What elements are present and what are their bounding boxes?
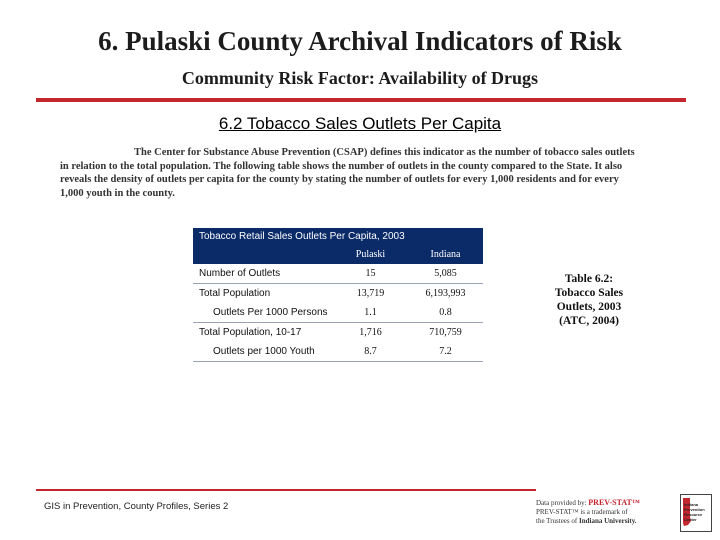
header-blank bbox=[193, 245, 333, 264]
table-row bbox=[193, 342, 483, 362]
trademark-prefix: the Trustees of bbox=[536, 517, 578, 525]
cell-indiana: 5,085 bbox=[434, 268, 457, 279]
intro-paragraph: The Center for Substance Abuse Prevention (CSAP) defines this indicator as the number of tobacco sales outlets in relation to the total population. The following table shows the number of outlets in the county compared to the State. It also reveals the density of outlets per capita for the county by stating the number of outlets for every 1,000 residents and for every 1,000 youth in the county. bbox=[60, 147, 635, 199]
logo-text-line: Prevention bbox=[684, 507, 705, 512]
cell-indiana: 0.8 bbox=[439, 307, 452, 318]
cell-indiana: 7.2 bbox=[408, 342, 483, 362]
cell-pulaski: 1.1 bbox=[364, 307, 377, 318]
credit-prefix: Data provided by: bbox=[536, 499, 587, 507]
trademark-line: PREV-STAT™ is a trademark of bbox=[536, 508, 628, 516]
column-header-indiana: Indiana bbox=[408, 245, 483, 264]
bottom-divider bbox=[36, 489, 536, 491]
cell-pulaski: 8.7 bbox=[333, 342, 408, 362]
logo-text bbox=[684, 502, 710, 522]
cell-pulaski: 15 bbox=[365, 268, 376, 279]
table-caption-row bbox=[193, 228, 483, 245]
section-heading bbox=[0, 114, 720, 134]
page-subtitle: Community Risk Factor: Availability of Drugs bbox=[181, 68, 539, 88]
outlets-table bbox=[193, 228, 483, 362]
page-title: 6. Pulaski County Archival Indicators of Risk bbox=[98, 26, 622, 56]
table-row bbox=[193, 264, 483, 284]
logo-text-line: Center bbox=[684, 517, 697, 522]
footer-series-label: GIS in Prevention, County Profiles, Series 2 bbox=[44, 501, 229, 512]
table-row bbox=[193, 303, 483, 323]
table-caption: Tobacco Retail Sales Outlets Per Capita, 2003 bbox=[193, 228, 483, 245]
column-header-pulaski: Pulaski bbox=[333, 245, 408, 264]
side-caption-line: Tobacco Sales bbox=[554, 287, 624, 299]
table-row bbox=[193, 323, 483, 343]
credit-line bbox=[536, 498, 696, 508]
side-caption-line: (ATC, 2004) bbox=[559, 315, 619, 327]
top-divider bbox=[36, 98, 686, 102]
side-caption-line: Table 6.2: bbox=[564, 273, 614, 285]
trademark-line bbox=[536, 517, 696, 526]
prevstat-brand: PREV-STAT™ bbox=[588, 498, 640, 507]
section-heading-text: 6.2 Tobacco Sales Outlets Per Capita bbox=[218, 114, 502, 133]
cell-pulaski: 13,719 bbox=[333, 284, 408, 304]
logo-text-line: Resource bbox=[684, 512, 703, 517]
cell-indiana: 710,759 bbox=[408, 323, 483, 343]
table-row bbox=[193, 284, 483, 304]
row-label: Total Population bbox=[193, 284, 333, 304]
cell-pulaski: 1,716 bbox=[333, 323, 408, 343]
row-label: Total Population, 10-17 bbox=[193, 323, 333, 343]
row-label: Outlets per 1000 Youth bbox=[193, 342, 333, 362]
table-side-caption bbox=[540, 272, 638, 328]
data-credit bbox=[536, 498, 696, 526]
cell-indiana: 6,193,993 bbox=[408, 284, 483, 304]
side-caption-line: Outlets, 2003 bbox=[556, 301, 622, 313]
university-name: Indiana University. bbox=[578, 517, 637, 525]
row-label: Outlets Per 1000 Persons bbox=[213, 307, 328, 318]
row-label: Number of Outlets bbox=[199, 268, 281, 279]
logo-text-line: Indiana bbox=[684, 502, 699, 507]
table-header-row bbox=[193, 245, 483, 264]
